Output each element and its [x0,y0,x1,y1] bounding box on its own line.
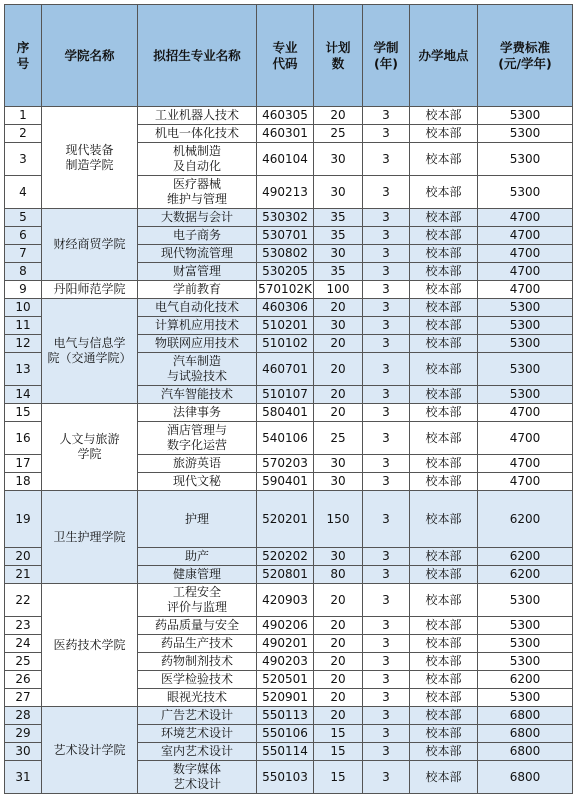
study-years-cell: 3 [363,617,410,635]
major-name-cell: 汽车智能技术 [138,386,257,404]
header-cell-location: 办学地点 [410,5,478,107]
row-number-cell: 6 [5,227,42,245]
plan-count-cell: 150 [314,491,363,548]
campus-location-cell: 校本部 [410,707,478,725]
study-years-cell: 3 [363,761,410,794]
major-name-cell: 广告艺术设计 [138,707,257,725]
major-code-cell: 550103 [257,761,314,794]
major-code-cell: 490213 [257,176,314,209]
major-code-cell: 550114 [257,743,314,761]
major-name-cell: 助产 [138,548,257,566]
major-name-cell: 医疗器械 维护与管理 [138,176,257,209]
row-number-cell: 1 [5,107,42,125]
major-name-cell: 室内艺术设计 [138,743,257,761]
row-number-cell: 3 [5,143,42,176]
study-years-cell: 3 [363,125,410,143]
tuition-fee-cell: 5300 [478,584,573,617]
major-code-cell: 490203 [257,653,314,671]
plan-count-cell: 30 [314,317,363,335]
tuition-fee-cell: 4700 [478,422,573,455]
major-name-cell: 机电一体化技术 [138,125,257,143]
tuition-fee-cell: 4700 [478,455,573,473]
campus-location-cell: 校本部 [410,107,478,125]
study-years-cell: 3 [363,143,410,176]
plan-count-cell: 30 [314,548,363,566]
row-number-cell: 26 [5,671,42,689]
row-number-cell: 12 [5,335,42,353]
campus-location-cell: 校本部 [410,245,478,263]
row-number-cell: 24 [5,635,42,653]
row-number-cell: 9 [5,281,42,299]
row-number-cell: 28 [5,707,42,725]
table-row [5,281,573,299]
plan-count-cell: 20 [314,671,363,689]
major-code-cell: 530302 [257,209,314,227]
study-years-cell: 3 [363,653,410,671]
study-years-cell: 3 [363,227,410,245]
study-years-cell: 3 [363,707,410,725]
header-cell-major: 拟招生专业名称 [138,5,257,107]
campus-location-cell: 校本部 [410,317,478,335]
campus-location-cell: 校本部 [410,353,478,386]
plan-count-cell: 35 [314,263,363,281]
tuition-fee-cell: 6200 [478,566,573,584]
tuition-fee-cell: 6200 [478,491,573,548]
campus-location-cell: 校本部 [410,473,478,491]
major-code-cell: 530802 [257,245,314,263]
plan-count-cell: 20 [314,653,363,671]
tuition-fee-cell: 5300 [478,617,573,635]
row-number-cell: 27 [5,689,42,707]
study-years-cell: 3 [363,299,410,317]
major-name-cell: 物联网应用技术 [138,335,257,353]
row-number-cell: 17 [5,455,42,473]
tuition-fee-cell: 6200 [478,548,573,566]
plan-count-cell: 20 [314,107,363,125]
header-cell-no: 序 号 [5,5,42,107]
study-years-cell: 3 [363,107,410,125]
campus-location-cell: 校本部 [410,671,478,689]
major-name-cell: 酒店管理与 数字化运营 [138,422,257,455]
row-number-cell: 2 [5,125,42,143]
college-name-cell: 艺术设计学院 [42,707,138,794]
study-years-cell: 3 [363,548,410,566]
plan-count-cell: 80 [314,566,363,584]
tuition-fee-cell: 6200 [478,671,573,689]
campus-location-cell: 校本部 [410,125,478,143]
major-code-cell: 530205 [257,263,314,281]
major-code-cell: 460306 [257,299,314,317]
major-code-cell: 570102K [257,281,314,299]
plan-count-cell: 25 [314,125,363,143]
tuition-fee-cell: 4700 [478,281,573,299]
tuition-fee-cell: 4700 [478,209,573,227]
campus-location-cell: 校本部 [410,143,478,176]
header-cell-fee: 学费标准 (元/学年) [478,5,573,107]
study-years-cell: 3 [363,566,410,584]
major-code-cell: 460301 [257,125,314,143]
row-number-cell: 15 [5,404,42,422]
campus-location-cell: 校本部 [410,422,478,455]
major-code-cell: 530701 [257,227,314,245]
row-number-cell: 25 [5,653,42,671]
row-number-cell: 21 [5,566,42,584]
plan-count-cell: 15 [314,725,363,743]
row-number-cell: 30 [5,743,42,761]
major-code-cell: 580401 [257,404,314,422]
major-code-cell: 550113 [257,707,314,725]
table-row [5,299,573,317]
major-name-cell: 健康管理 [138,566,257,584]
major-name-cell: 财富管理 [138,263,257,281]
major-code-cell: 520501 [257,671,314,689]
tuition-fee-cell: 5300 [478,125,573,143]
college-name-cell: 医药技术学院 [42,584,138,707]
table-row [5,209,573,227]
tuition-fee-cell: 4700 [478,227,573,245]
row-number-cell: 31 [5,761,42,794]
study-years-cell: 3 [363,176,410,209]
major-name-cell: 计算机应用技术 [138,317,257,335]
major-name-cell: 眼视光技术 [138,689,257,707]
major-code-cell: 550106 [257,725,314,743]
major-code-cell: 420903 [257,584,314,617]
campus-location-cell: 校本部 [410,227,478,245]
plan-count-cell: 30 [314,473,363,491]
study-years-cell: 3 [363,317,410,335]
row-number-cell: 19 [5,491,42,548]
table-row [5,707,573,725]
study-years-cell: 3 [363,584,410,617]
major-name-cell: 环境艺术设计 [138,725,257,743]
study-years-cell: 3 [363,473,410,491]
study-years-cell: 3 [363,725,410,743]
table-row [5,584,573,617]
tuition-fee-cell: 5300 [478,335,573,353]
row-number-cell: 16 [5,422,42,455]
plan-count-cell: 30 [314,245,363,263]
campus-location-cell: 校本部 [410,725,478,743]
campus-location-cell: 校本部 [410,689,478,707]
plan-count-cell: 15 [314,743,363,761]
major-name-cell: 现代文秘 [138,473,257,491]
tuition-fee-cell: 5300 [478,176,573,209]
campus-location-cell: 校本部 [410,584,478,617]
major-code-cell: 460701 [257,353,314,386]
plan-count-cell: 20 [314,689,363,707]
plan-count-cell: 20 [314,386,363,404]
major-name-cell: 电子商务 [138,227,257,245]
header-cell-years: 学制 (年) [363,5,410,107]
major-name-cell: 学前教育 [138,281,257,299]
tuition-fee-cell: 5300 [478,353,573,386]
table-row [5,491,573,548]
major-code-cell: 520801 [257,566,314,584]
plan-count-cell: 100 [314,281,363,299]
row-number-cell: 23 [5,617,42,635]
tuition-fee-cell: 5300 [478,143,573,176]
campus-location-cell: 校本部 [410,299,478,317]
tuition-fee-cell: 4700 [478,245,573,263]
plan-count-cell: 20 [314,404,363,422]
major-name-cell: 工程安全 评价与监理 [138,584,257,617]
tuition-fee-cell: 5300 [478,299,573,317]
major-code-cell: 490206 [257,617,314,635]
study-years-cell: 3 [363,209,410,227]
campus-location-cell: 校本部 [410,176,478,209]
tuition-fee-cell: 6800 [478,743,573,761]
major-name-cell: 汽车制造 与试验技术 [138,353,257,386]
tuition-fee-cell: 5300 [478,107,573,125]
major-code-cell: 460104 [257,143,314,176]
row-number-cell: 5 [5,209,42,227]
campus-location-cell: 校本部 [410,761,478,794]
major-name-cell: 旅游英语 [138,455,257,473]
major-name-cell: 药物制剂技术 [138,653,257,671]
major-code-cell: 570203 [257,455,314,473]
tuition-fee-cell: 5300 [478,653,573,671]
campus-location-cell: 校本部 [410,209,478,227]
major-code-cell: 490201 [257,635,314,653]
major-name-cell: 大数据与会计 [138,209,257,227]
table-row [5,404,573,422]
row-number-cell: 20 [5,548,42,566]
tuition-fee-cell: 4700 [478,263,573,281]
major-code-cell: 510102 [257,335,314,353]
college-name-cell: 人文与旅游 学院 [42,404,138,491]
row-number-cell: 11 [5,317,42,335]
major-name-cell: 现代物流管理 [138,245,257,263]
tuition-fee-cell: 6800 [478,761,573,794]
major-name-cell: 电气自动化技术 [138,299,257,317]
study-years-cell: 3 [363,689,410,707]
table-body [5,107,573,794]
study-years-cell: 3 [363,671,410,689]
campus-location-cell: 校本部 [410,281,478,299]
row-number-cell: 13 [5,353,42,386]
campus-location-cell: 校本部 [410,335,478,353]
plan-count-cell: 20 [314,353,363,386]
enrollment-plan-table-wrapper [4,4,573,794]
major-code-cell: 520201 [257,491,314,548]
study-years-cell: 3 [363,281,410,299]
major-code-cell: 540106 [257,422,314,455]
study-years-cell: 3 [363,455,410,473]
header-cell-code: 专业 代码 [257,5,314,107]
row-number-cell: 10 [5,299,42,317]
enrollment-plan-table [4,4,573,794]
study-years-cell: 3 [363,404,410,422]
campus-location-cell: 校本部 [410,548,478,566]
major-code-cell: 510107 [257,386,314,404]
plan-count-cell: 15 [314,761,363,794]
study-years-cell: 3 [363,386,410,404]
campus-location-cell: 校本部 [410,617,478,635]
row-number-cell: 18 [5,473,42,491]
study-years-cell: 3 [363,335,410,353]
plan-count-cell: 20 [314,707,363,725]
major-name-cell: 药品生产技术 [138,635,257,653]
tuition-fee-cell: 4700 [478,473,573,491]
college-name-cell: 现代装备 制造学院 [42,107,138,209]
tuition-fee-cell: 5300 [478,689,573,707]
campus-location-cell: 校本部 [410,491,478,548]
plan-count-cell: 35 [314,209,363,227]
study-years-cell: 3 [363,422,410,455]
major-name-cell: 护理 [138,491,257,548]
study-years-cell: 3 [363,245,410,263]
college-name-cell: 丹阳师范学院 [42,281,138,299]
college-name-cell: 卫生护理学院 [42,491,138,584]
header-cell-college: 学院名称 [42,5,138,107]
tuition-fee-cell: 5300 [478,635,573,653]
major-code-cell: 520202 [257,548,314,566]
major-name-cell: 药品质量与安全 [138,617,257,635]
plan-count-cell: 20 [314,584,363,617]
major-code-cell: 520901 [257,689,314,707]
row-number-cell: 22 [5,584,42,617]
plan-count-cell: 30 [314,176,363,209]
major-name-cell: 数字媒体 艺术设计 [138,761,257,794]
plan-count-cell: 25 [314,422,363,455]
tuition-fee-cell: 5300 [478,386,573,404]
row-number-cell: 7 [5,245,42,263]
row-number-cell: 29 [5,725,42,743]
campus-location-cell: 校本部 [410,566,478,584]
campus-location-cell: 校本部 [410,263,478,281]
campus-location-cell: 校本部 [410,635,478,653]
major-code-cell: 460305 [257,107,314,125]
major-code-cell: 590401 [257,473,314,491]
table-row [5,107,573,125]
campus-location-cell: 校本部 [410,386,478,404]
header-row [5,5,573,107]
study-years-cell: 3 [363,353,410,386]
major-code-cell: 510201 [257,317,314,335]
plan-count-cell: 20 [314,635,363,653]
study-years-cell: 3 [363,743,410,761]
plan-count-cell: 35 [314,227,363,245]
tuition-fee-cell: 6800 [478,707,573,725]
campus-location-cell: 校本部 [410,653,478,671]
study-years-cell: 3 [363,491,410,548]
tuition-fee-cell: 4700 [478,404,573,422]
row-number-cell: 14 [5,386,42,404]
campus-location-cell: 校本部 [410,455,478,473]
tuition-fee-cell: 5300 [478,317,573,335]
header-cell-plan: 计划 数 [314,5,363,107]
major-name-cell: 工业机器人技术 [138,107,257,125]
major-name-cell: 法律事务 [138,404,257,422]
college-name-cell: 电气与信息学 院（交通学院） [42,299,138,404]
row-number-cell: 4 [5,176,42,209]
major-name-cell: 机械制造 及自动化 [138,143,257,176]
plan-count-cell: 30 [314,143,363,176]
plan-count-cell: 20 [314,299,363,317]
plan-count-cell: 20 [314,617,363,635]
row-number-cell: 8 [5,263,42,281]
campus-location-cell: 校本部 [410,743,478,761]
campus-location-cell: 校本部 [410,404,478,422]
major-name-cell: 医学检验技术 [138,671,257,689]
tuition-fee-cell: 6800 [478,725,573,743]
plan-count-cell: 20 [314,335,363,353]
study-years-cell: 3 [363,263,410,281]
college-name-cell: 财经商贸学院 [42,209,138,281]
study-years-cell: 3 [363,635,410,653]
plan-count-cell: 30 [314,455,363,473]
